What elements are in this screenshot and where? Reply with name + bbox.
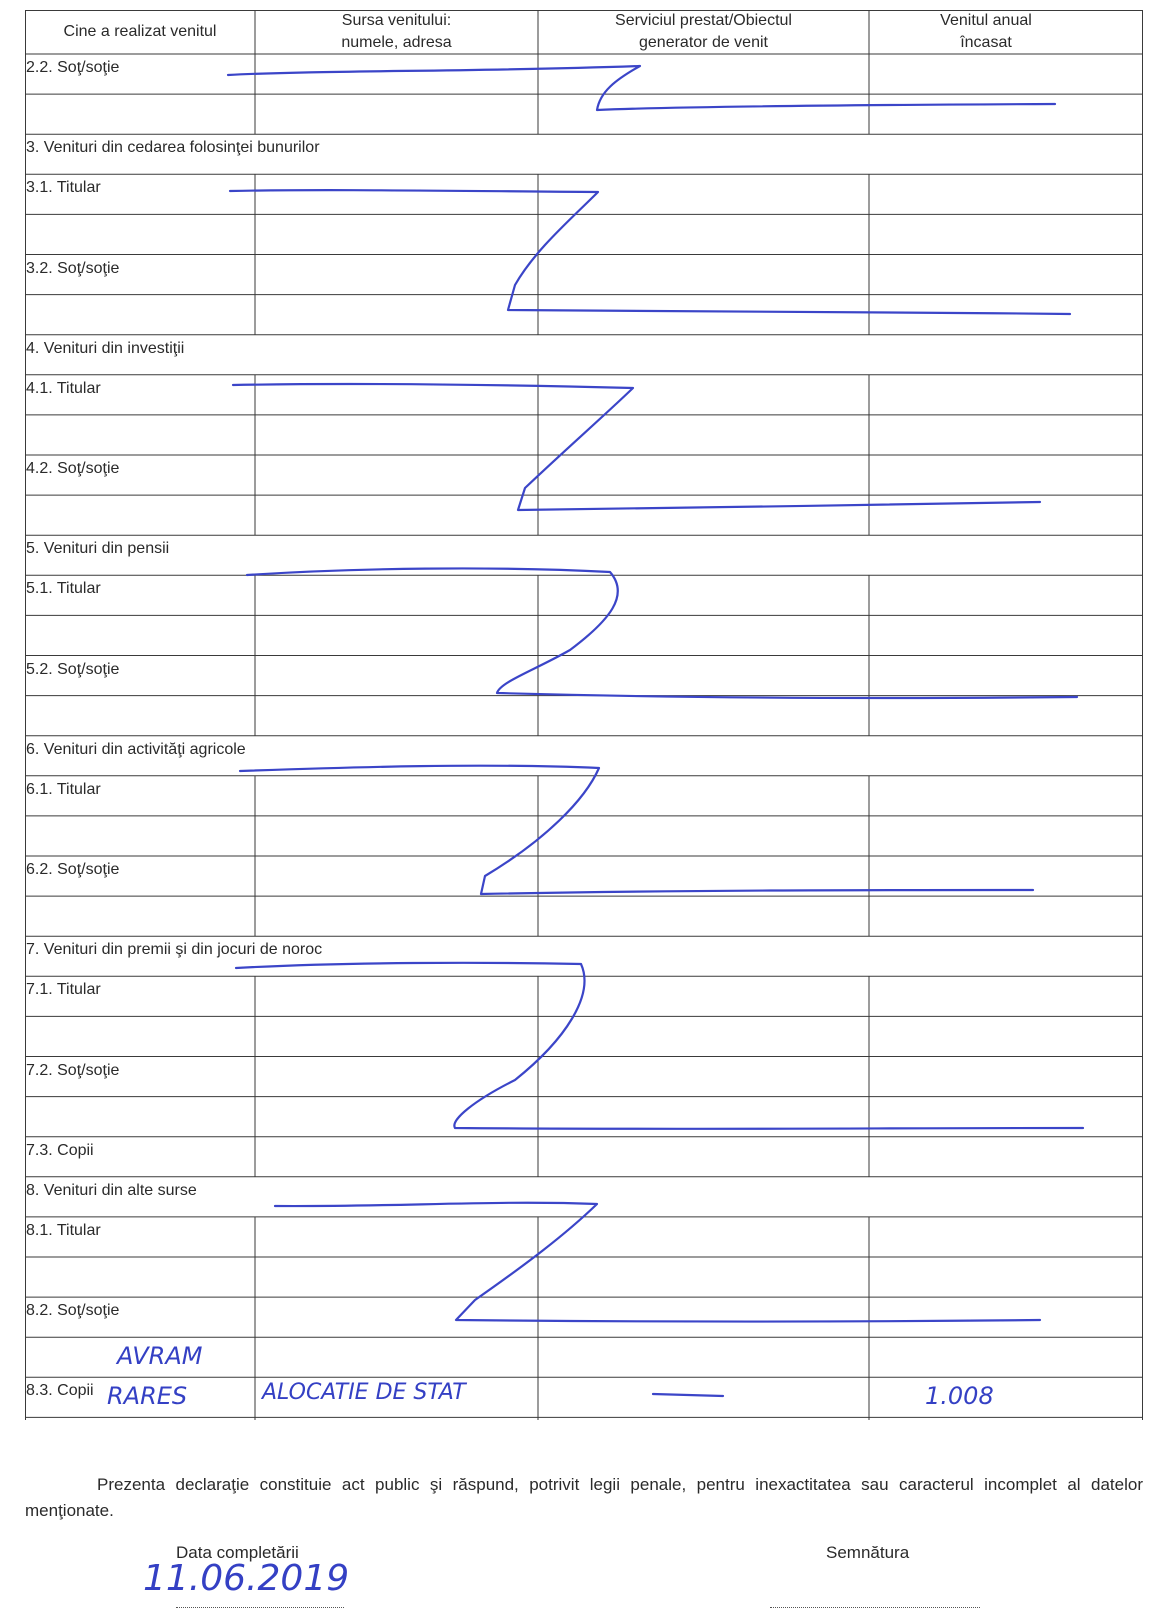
handwritten-date: 11.06.2019 [143, 1558, 350, 1599]
header-col-amount-line2: încasat [960, 34, 1012, 51]
row-label: 3.1. Titular [26, 179, 101, 197]
handwritten-income-source: ALOCATIE DE STAT [262, 1380, 466, 1405]
row-label: 7.2. Soţ/soţie [26, 1061, 120, 1079]
row-label: 4.1. Titular [26, 379, 101, 397]
row-label: 8.2. Soţ/soţie [26, 1302, 120, 1320]
z-strike-6 [240, 766, 1033, 894]
date-label: Data completării [176, 1543, 299, 1562]
row-label: 5.2. Soţ/soţie [26, 660, 120, 678]
dash-service [653, 1394, 723, 1396]
row-label: 2.2. Soţ/soţie [26, 59, 120, 76]
z-strike-8 [275, 1203, 1040, 1322]
signature-label: Semnătura [826, 1543, 910, 1562]
z-strike-5 [247, 568, 1077, 698]
section-heading: 7. Venituri din premii şi din jocuri de noroc [26, 941, 323, 959]
row-label: 8.1. Titular [26, 1221, 101, 1239]
z-strike-4 [233, 384, 1040, 510]
date-dotted-line [176, 1607, 344, 1608]
handwritten-strike-marks [25, 10, 1143, 1420]
handwritten-child-name-1: AVRAM [117, 1342, 203, 1370]
row-label: 7.1. Titular [26, 981, 101, 999]
header-col-service-line2: generator de venit [639, 34, 768, 51]
z-strike-3 [230, 190, 1070, 314]
row-label: 5.1. Titular [26, 580, 101, 598]
section-heading: 3. Venituri din cedarea folosinţei bunurilor [26, 139, 320, 157]
header-col-amount-line1: Venitul anual [940, 12, 1032, 29]
z-strike-2-2 [228, 66, 1055, 110]
handwritten-amount: 1.008 [925, 1382, 994, 1410]
row-label: 8.3. Copii [26, 1382, 94, 1400]
row-label: 3.2. Soţ/soţie [26, 259, 120, 277]
handwritten-child-name-2: RARES [107, 1382, 188, 1410]
header-col-service-line1: Serviciul prestat/Obiectul [615, 12, 792, 29]
header-col-who: Cine a realizat venitul [63, 23, 217, 40]
row-label: 4.2. Soţ/soţie [26, 460, 120, 477]
header-col-source-line1: Sursa venitului: [341, 12, 452, 29]
section-heading: 4. Venituri din investiţii [26, 339, 185, 357]
row-label: 7.3. Copii [26, 1141, 94, 1159]
row-label: 6.2. Soţ/soţie [26, 861, 120, 878]
income-declaration-table [25, 10, 1143, 1460]
row-label: 6.1. Titular [26, 780, 101, 798]
legal-statement: Prezenta declaraţie constituie act public şi răspund, potrivit legii penale, pentru inexactitatea sau caracterul incomplet al datelor menţionate. [25, 1475, 1143, 1520]
section-heading: 8. Venituri din alte surse [26, 1181, 197, 1199]
header-col-source-line2: numele, adresa [341, 34, 452, 51]
section-heading: 5. Venituri din pensii [26, 540, 170, 558]
z-strike-7 [236, 963, 1083, 1129]
section-heading: 6. Venituri din activităţi agricole [26, 740, 246, 758]
signature-dotted-line [770, 1607, 980, 1608]
